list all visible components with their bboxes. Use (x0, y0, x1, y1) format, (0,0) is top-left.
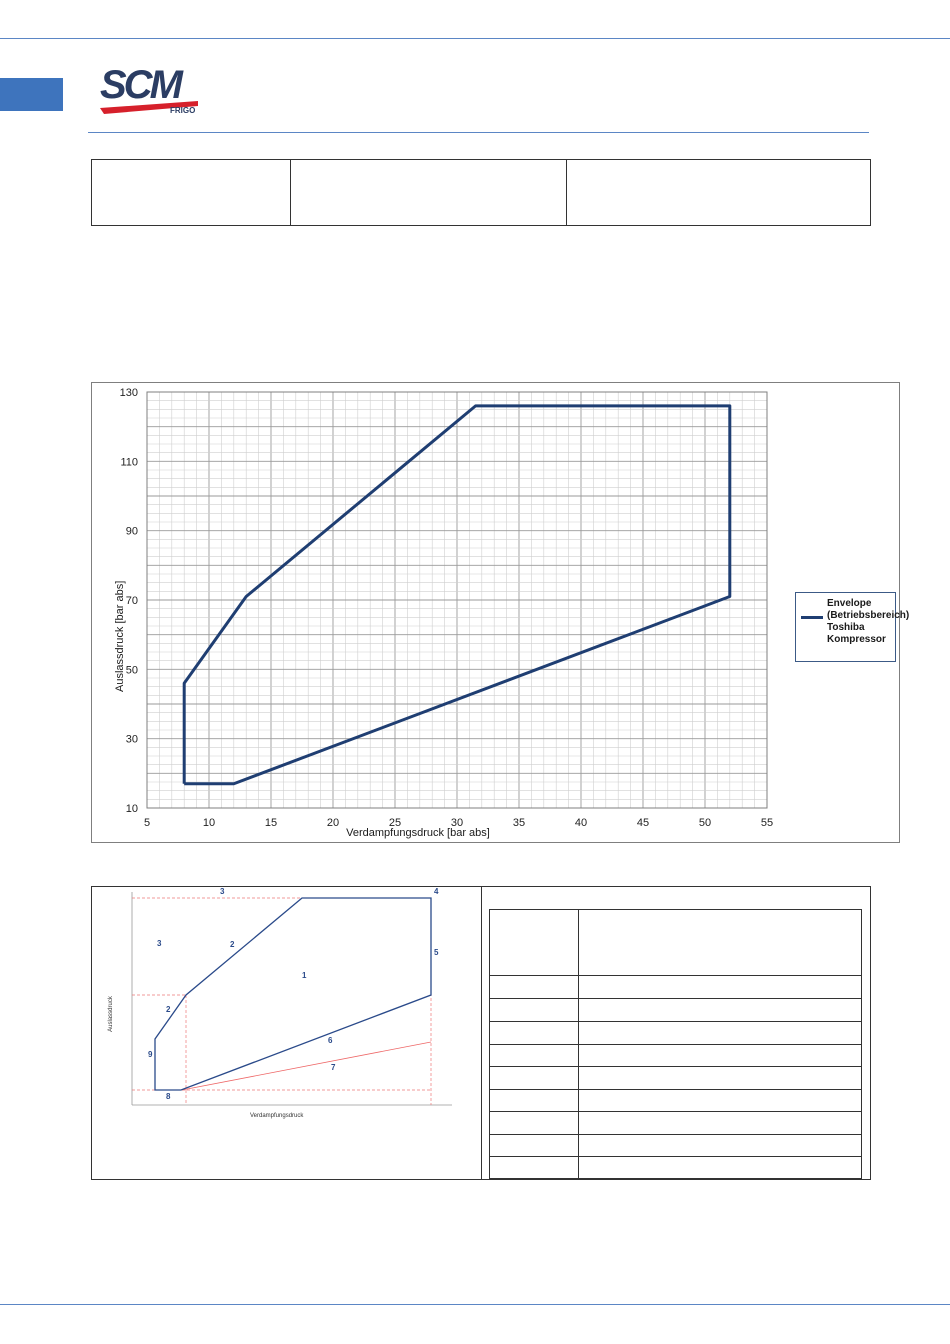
logo-text: SCM (100, 63, 180, 107)
region-label-6: 6 (328, 1036, 333, 1045)
y-tick-label: 110 (120, 456, 138, 469)
chart-legend (795, 592, 910, 662)
info-cell-1 (92, 160, 291, 225)
x-tick-label: 40 (574, 817, 588, 829)
region-label-8: 8 (166, 1092, 171, 1101)
y-tick-label: 30 (125, 733, 138, 746)
bottom-rule (0, 1304, 950, 1305)
schematic-x-label: Verdampfungsdruck (250, 1113, 304, 1119)
x-tick-label: 25 (388, 817, 402, 829)
x-tick-label: 35 (512, 817, 526, 829)
region-label-2a: 2 (230, 940, 235, 949)
legend-line-swatch (801, 616, 823, 619)
info-cell-3 (567, 160, 870, 225)
area-table-row-divider (490, 1156, 861, 1157)
area-table-header-divider (490, 975, 861, 976)
legend-series-name: Envelope (Betriebsbereich) Toshiba Kompressor (827, 598, 910, 645)
area-table-row-divider (490, 1066, 861, 1067)
y-tick-label: 50 (125, 664, 138, 677)
area-table-row-divider (490, 998, 861, 999)
x-axis-label: Verdampfungsdruck [bar abs] (346, 827, 490, 839)
info-cell-2 (291, 160, 567, 225)
limit-line-7 (182, 1042, 431, 1090)
schematic-envelope (155, 898, 431, 1090)
schematic-y-label: Auslassdruck (108, 996, 114, 1032)
envelope-chart (91, 382, 910, 843)
area-table-row-divider (490, 1111, 861, 1112)
area-table-row-divider (490, 1089, 861, 1090)
x-tick-label: 55 (760, 817, 774, 829)
x-tick-label: 10 (202, 817, 216, 829)
x-tick-label: 45 (636, 817, 650, 829)
header-rule (88, 132, 869, 133)
x-tick-label: 5 (143, 817, 151, 829)
region-label-9: 9 (148, 1050, 153, 1059)
x-tick-label: 50 (698, 817, 712, 829)
region-label-2b: 2 (166, 1005, 171, 1014)
area-table-row-divider (490, 1044, 861, 1045)
y-tick-label: 70 (125, 595, 138, 607)
y-tick-label: 90 (125, 525, 138, 538)
area-table-row-divider (490, 1021, 861, 1022)
side-tab (0, 78, 63, 111)
region-label-1: 1 (302, 971, 307, 980)
region-label-3b: 3 (157, 939, 162, 948)
top-rule (0, 38, 950, 39)
region-label-3a: 3 (220, 887, 225, 896)
info-table (91, 159, 871, 226)
y-tick-label: 10 (125, 803, 138, 815)
x-tick-label: 30 (450, 817, 464, 829)
x-tick-label: 20 (326, 817, 340, 829)
x-tick-label: 15 (264, 817, 278, 829)
lower-divider (481, 887, 482, 1179)
region-label-4: 4 (434, 887, 439, 896)
y-tick-label: 130 (119, 387, 138, 399)
scm-frigo-logo (98, 60, 210, 120)
envelope-schematic (92, 887, 481, 1179)
region-label-5: 5 (434, 948, 439, 957)
envelope-chart-svg (92, 383, 910, 842)
area-table (489, 909, 862, 1179)
y-axis-label: Auslassdruck [bar abs] (114, 580, 126, 692)
area-table-row-divider (490, 1134, 861, 1135)
region-label-7: 7 (331, 1063, 336, 1072)
logo-subtext: FRIGO (170, 106, 196, 115)
